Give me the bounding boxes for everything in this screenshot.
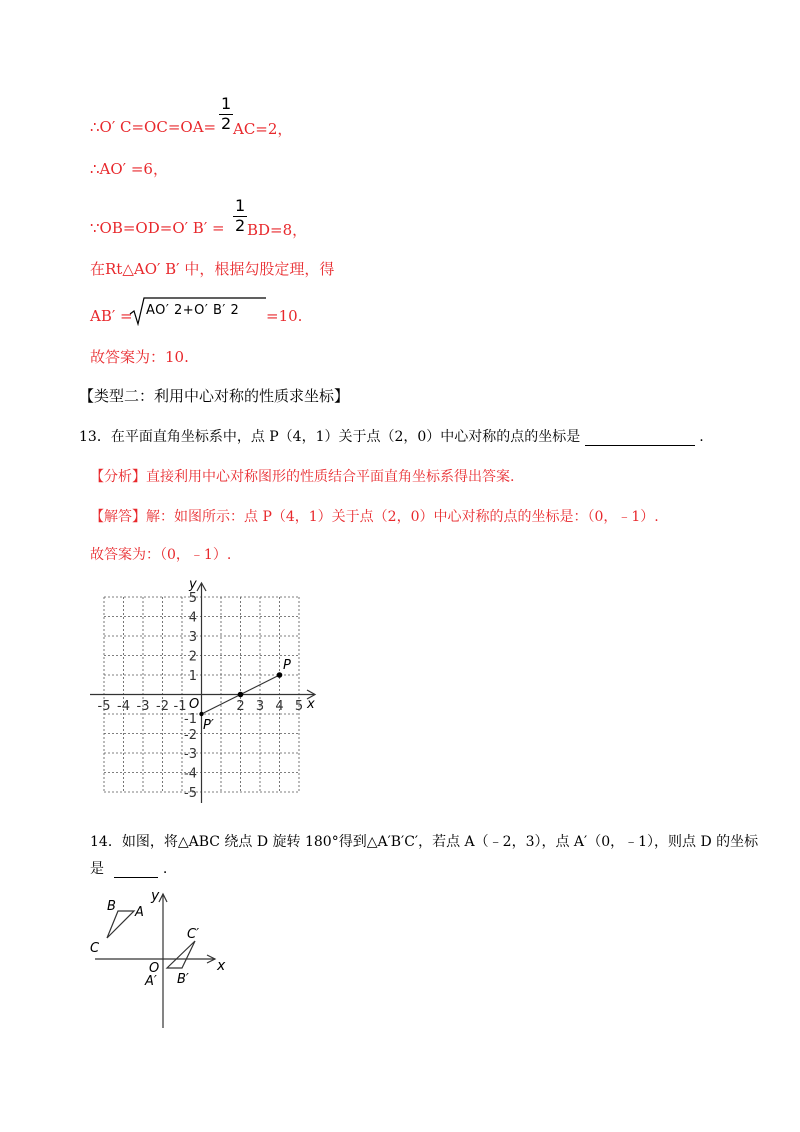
x-tick: 4 xyxy=(275,699,284,714)
y-tick: -4 xyxy=(184,766,197,782)
question-13-end: . xyxy=(699,429,704,445)
y-tick-labels xyxy=(184,591,200,801)
y-tick: 5 xyxy=(188,591,197,606)
y-tick: -1 xyxy=(184,712,197,727)
question-13-text: 13．在平面直角坐标系中，点 P（4，1）关于点（2，0）中心对称的点的坐标是 xyxy=(79,429,581,445)
label-a: A xyxy=(135,905,144,920)
line3-frac-denominator: 2 xyxy=(235,216,246,235)
section-heading: 【类型二：利用中心对称的性质求坐标】 xyxy=(79,387,350,405)
question-14-line-1: 14．如图，将△ABC 绕点 D 旋转 180°得到△A′B′C′，若点 A（﹣2，3），点 A′（0，﹣1），则点 D 的坐标 xyxy=(90,834,759,850)
solution-tag: 【解答】 xyxy=(90,509,146,525)
line1-suffix: AC=2， xyxy=(233,120,293,138)
x-tick: 5 xyxy=(294,699,304,714)
solution-line-4: 在Rt△AO′ B′ 中，根据勾股定理，得 xyxy=(90,260,335,278)
x-tick: -5 xyxy=(97,699,111,714)
answer-line-10: 故答案为：10. xyxy=(90,348,189,366)
point-p-prime-label: P′ xyxy=(203,718,214,733)
answer-blank-2 xyxy=(114,863,158,878)
y-tick: -3 xyxy=(184,747,197,762)
origin-label-2: O xyxy=(149,961,160,976)
y-tick: 3 xyxy=(188,630,197,645)
point-p-label: P xyxy=(283,658,291,673)
x-axis-label: x xyxy=(307,697,315,712)
x-tick-labels xyxy=(98,699,304,714)
y-tick: -5 xyxy=(184,786,197,801)
triangle-a-b-c-prime xyxy=(167,941,195,968)
y-tick: 1 xyxy=(188,669,197,684)
x-tick: -2 xyxy=(156,699,169,714)
label-c: C xyxy=(90,941,100,956)
solution-line-2: ∴AO′ =6， xyxy=(90,160,168,178)
line1-frac-denominator: 2 xyxy=(221,114,232,133)
line5-prefix: AB′ = xyxy=(90,307,133,325)
point-p-prime xyxy=(199,712,203,716)
label-a-prime: A′ xyxy=(145,974,157,989)
x-tick: 2 xyxy=(236,699,245,714)
rotation-figure xyxy=(85,880,245,1030)
line3-prefix: ∵OB=OD=O′ B′ = xyxy=(90,219,225,237)
answer-blank xyxy=(585,431,695,446)
answer-text: 故答案为：（0，﹣1）. xyxy=(90,547,232,563)
line1-frac-numerator: 1 xyxy=(221,94,232,113)
y-tick: -2 xyxy=(184,728,197,743)
line3-frac-numerator: 1 xyxy=(235,196,246,215)
y-axis-label: y xyxy=(189,577,197,592)
y-axis-label-2: y xyxy=(151,888,160,904)
question-14-end: . xyxy=(162,861,168,877)
coordinate-grid-figure xyxy=(85,575,330,805)
question-14-line-2 xyxy=(90,858,167,878)
solution-line-1 xyxy=(90,118,216,136)
label-b: B xyxy=(107,899,116,914)
line3-suffix: BD=8， xyxy=(247,221,308,239)
center-point xyxy=(238,692,244,698)
origin-label: O xyxy=(189,697,200,712)
line1-prefix: ∴O′ C=OC=OA= xyxy=(90,118,217,136)
label-b-prime: B′ xyxy=(177,972,189,987)
point-p xyxy=(277,672,283,678)
line5-suffix: =10. xyxy=(266,307,303,325)
question-13 xyxy=(79,426,704,446)
solution-paragraph xyxy=(90,506,659,526)
solution-text: 解：如图所示：点 P（4，1）关于点（2，0）中心对称的点的坐标是：（0，﹣1）. xyxy=(146,509,659,525)
x-tick: -3 xyxy=(136,699,150,714)
sqrt-radicand: AO′ 2+O′ B′ 2 xyxy=(146,303,240,318)
triangle-abc xyxy=(107,911,134,938)
question-14-prefix: 是 xyxy=(90,861,104,877)
x-axis-label-2: x xyxy=(217,958,226,974)
y-tick: 2 xyxy=(188,649,197,665)
x-tick: 3 xyxy=(255,699,265,714)
x-tick: -4 xyxy=(117,699,130,714)
x-tick: -1 xyxy=(173,699,187,714)
y-tick: 4 xyxy=(188,610,197,626)
label-c-prime: C′ xyxy=(187,927,200,942)
analysis-text: 【分析】直接利用中心对称图形的性质结合平面直角坐标系得出答案. xyxy=(90,469,515,485)
